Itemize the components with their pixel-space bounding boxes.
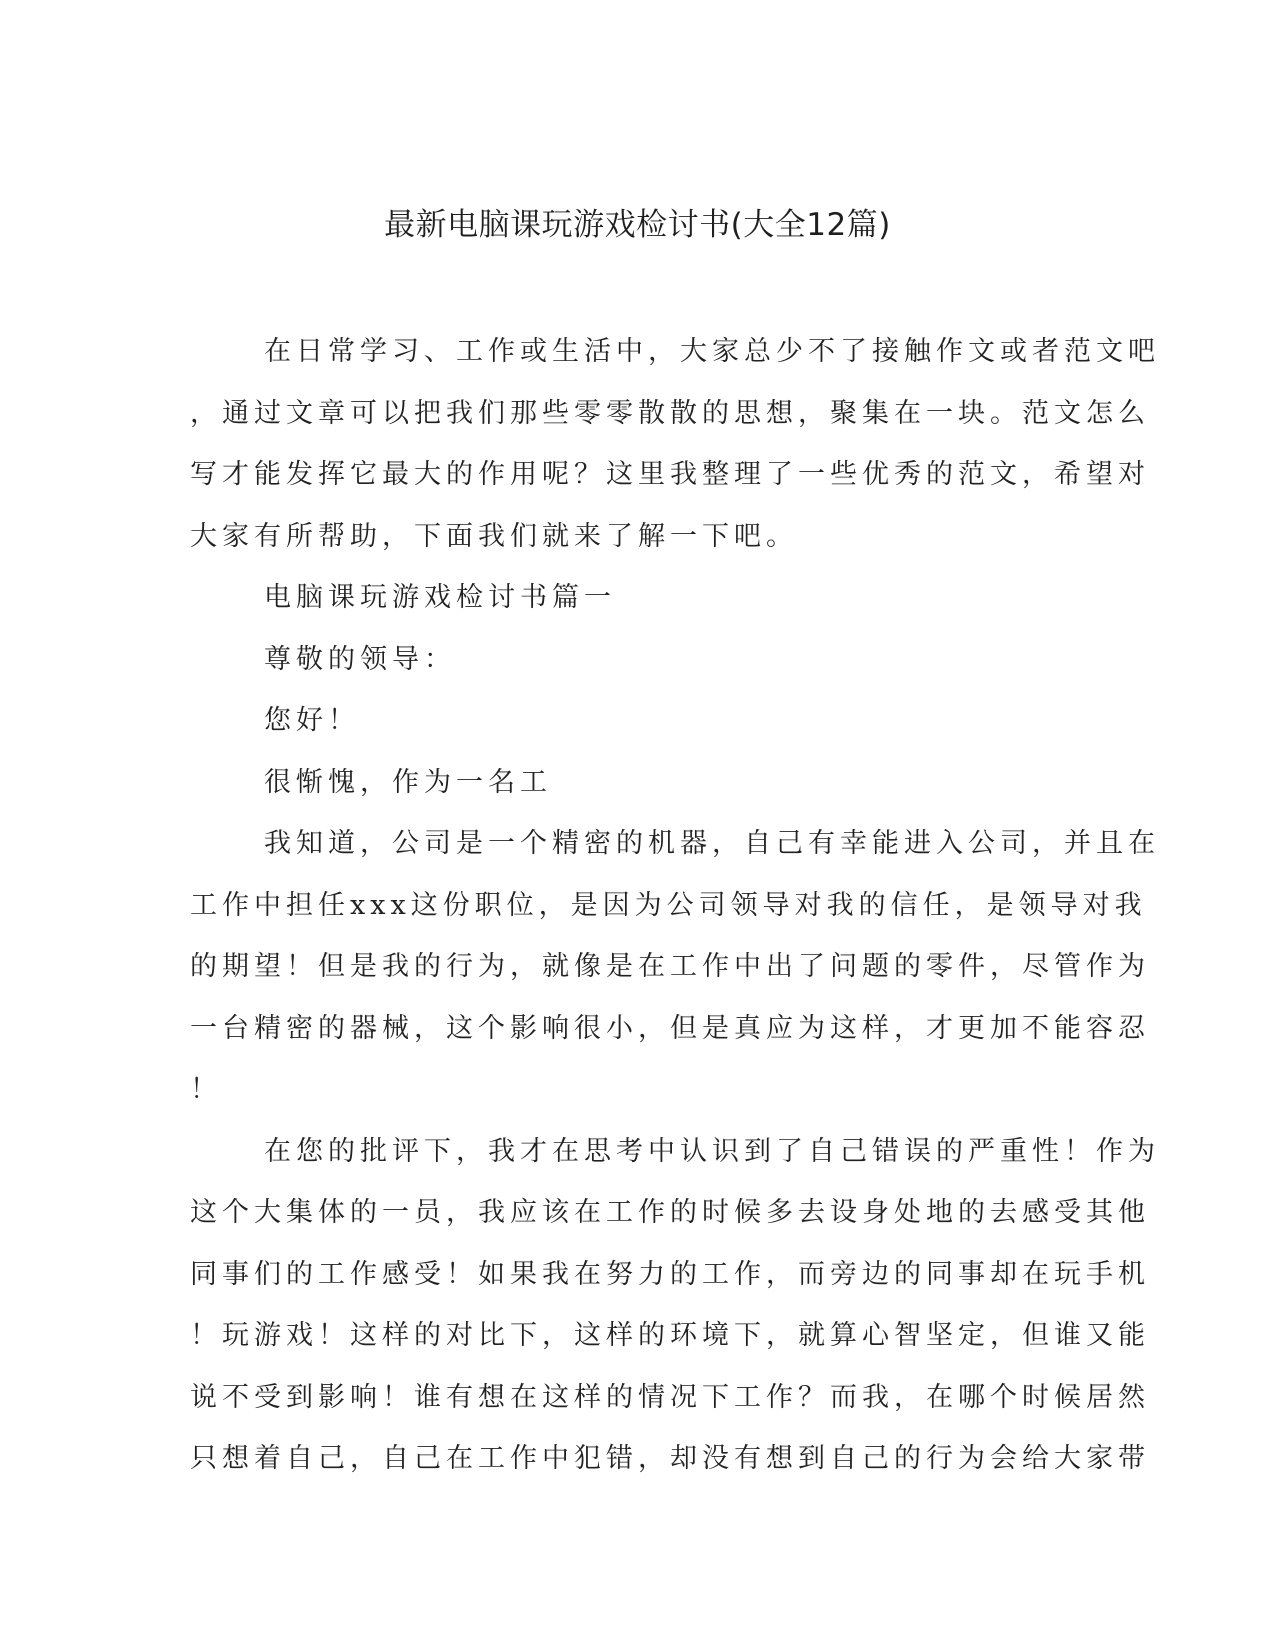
paragraph-line: 大家有所帮助，下面我们就来了解一下吧。 (190, 520, 798, 552)
paragraph-line: 一台精密的器械，这个影响很小，但是真应为这样，才更加不能容忍 (190, 1012, 1150, 1044)
paragraph-line: ！玩游戏！这样的对比下，这样的环境下，就算心智坚定，但谁又能 (190, 1320, 1150, 1351)
salutation: 尊敬的领导： (264, 643, 456, 675)
paragraph-line: ，通过文章可以把我们那些零零散散的思想，聚集在一块。范文怎么 (190, 397, 1150, 429)
paragraph-line: 在您的批评下，我才在思考中认识到了自己错误的严重性！作为 (264, 1135, 1160, 1167)
paragraph-line: 工作中担任xxx这份职位，是因为公司领导对我的信任，是领导对我 (190, 889, 1147, 921)
paragraph-line: 的期望！但是我的行为，就像是在工作中出了问题的零件，尽管作为 (190, 951, 1150, 982)
paragraph-line: 我知道，公司是一个精密的机器，自己有幸能进入公司，并且在 (264, 828, 1160, 859)
paragraph-line: ！ (190, 1074, 222, 1105)
paragraph-line: 只想着自己，自己在工作中犯错，却没有想到自己的行为会给大家带 (190, 1443, 1150, 1474)
greeting: 您好！ (264, 705, 360, 736)
paragraph-line: 同事们的工作感受！如果我在努力的工作，而旁边的同事却在玩手机 (190, 1258, 1150, 1290)
document-body (190, 330, 1160, 1499)
paragraph-line: 这个大集体的一员，我应该在工作的时候多去设身处地的去感受其他 (190, 1197, 1150, 1228)
paragraph-line: 在日常学习、工作或生活中，大家总少不了接触作文或者范文吧 (264, 336, 1160, 367)
section-heading: 电脑课玩游戏检讨书篇一 (264, 582, 616, 613)
document-title: 最新电脑课玩游戏检讨书(大全12篇) (384, 207, 891, 243)
paragraph-line: 很惭愧，作为一名工 (264, 766, 552, 798)
paragraph-line: 写才能发挥它最大的作用呢？这里我整理了一些优秀的范文，希望对 (190, 459, 1150, 490)
paragraph-line: 说不受到影响！谁有想在这样的情况下工作？而我，在哪个时候居然 (190, 1381, 1150, 1413)
